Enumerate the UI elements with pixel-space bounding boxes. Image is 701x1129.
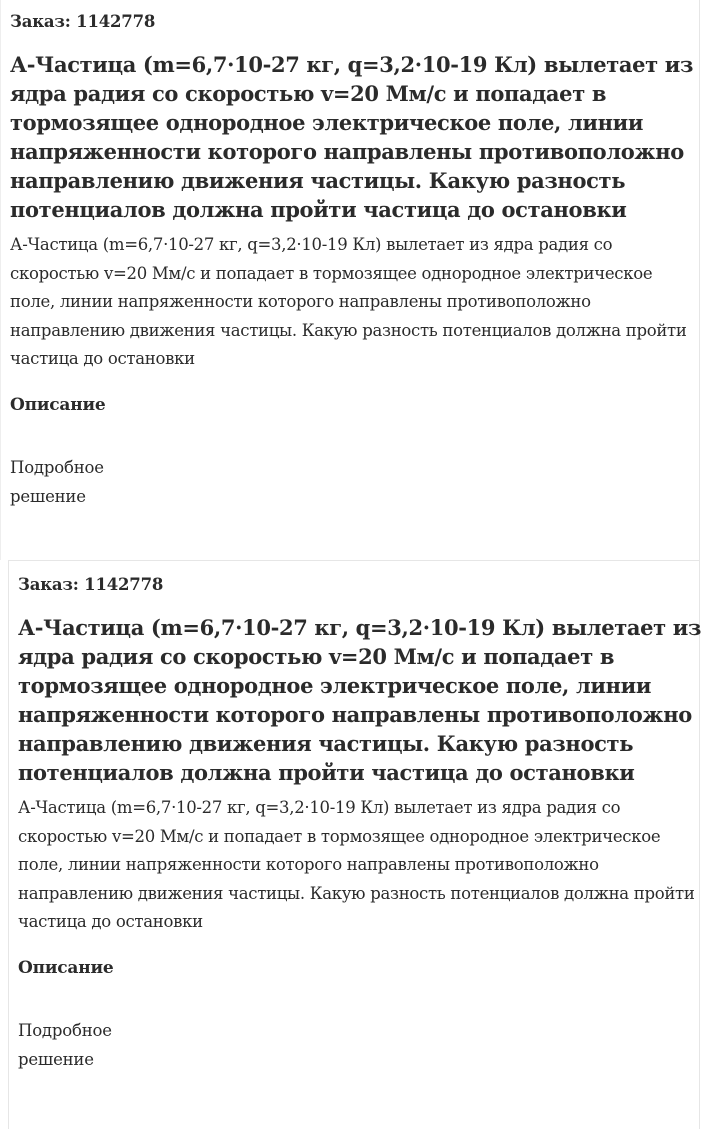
problem-title: А-Частица (m=6,7·10-27 кг, q=3,2·10-19 Кл) вылетает из ядра радия со скоростью v=20 Мм/с и попадает в тормозящее однородное электрическое поле, линии напряженности которого направлены противоположно направлению движения частицы. Какую разность потенциалов должна пройти частица до остановки [18,615,701,785]
order-card-duplicate [8,560,700,1129]
solution-line-1: Подробное [10,457,104,477]
solution-line-1: Подробное [18,1020,112,1040]
problem-text: А-Частица (m=6,7·10-27 кг, q=3,2·10-19 Кл) вылетает из ядра радия со скоростью v=20 Мм/с и попадает в тормозящее однородное электрическое поле, линии напряженности которого направлены противоположно направлению движения частицы. Какую разность потенциалов должна пройти частица до остановки [18,798,695,931]
order-number: Заказ: 1142778 [18,575,164,594]
problem-text: А-Частица (m=6,7·10-27 кг, q=3,2·10-19 Кл) вылетает из ядра радия со скоростью v=20 Мм/с и попадает в тормозящее однородное электрическое поле, линии напряженности которого направлены противоположно направлению движения частицы. Какую разность потенциалов должна пройти частица до остановки [10,235,687,368]
solution-link[interactable] [18,1016,168,1074]
description-heading: Описание [18,957,114,978]
description-heading: Описание [10,394,106,415]
solution-line-2: решение [18,1049,94,1069]
order-number: Заказ: 1142778 [10,12,156,31]
solution-link[interactable] [10,453,160,511]
order-card [0,0,700,560]
solution-line-2: решение [10,486,86,506]
problem-title: А-Частица (m=6,7·10-27 кг, q=3,2·10-19 Кл) вылетает из ядра радия со скоростью v=20 Мм/с и попадает в тормозящее однородное электрическое поле, линии напряженности которого направлены противоположно направлению движения частицы. Какую разность потенциалов должна пройти частица до остановки [10,52,694,222]
